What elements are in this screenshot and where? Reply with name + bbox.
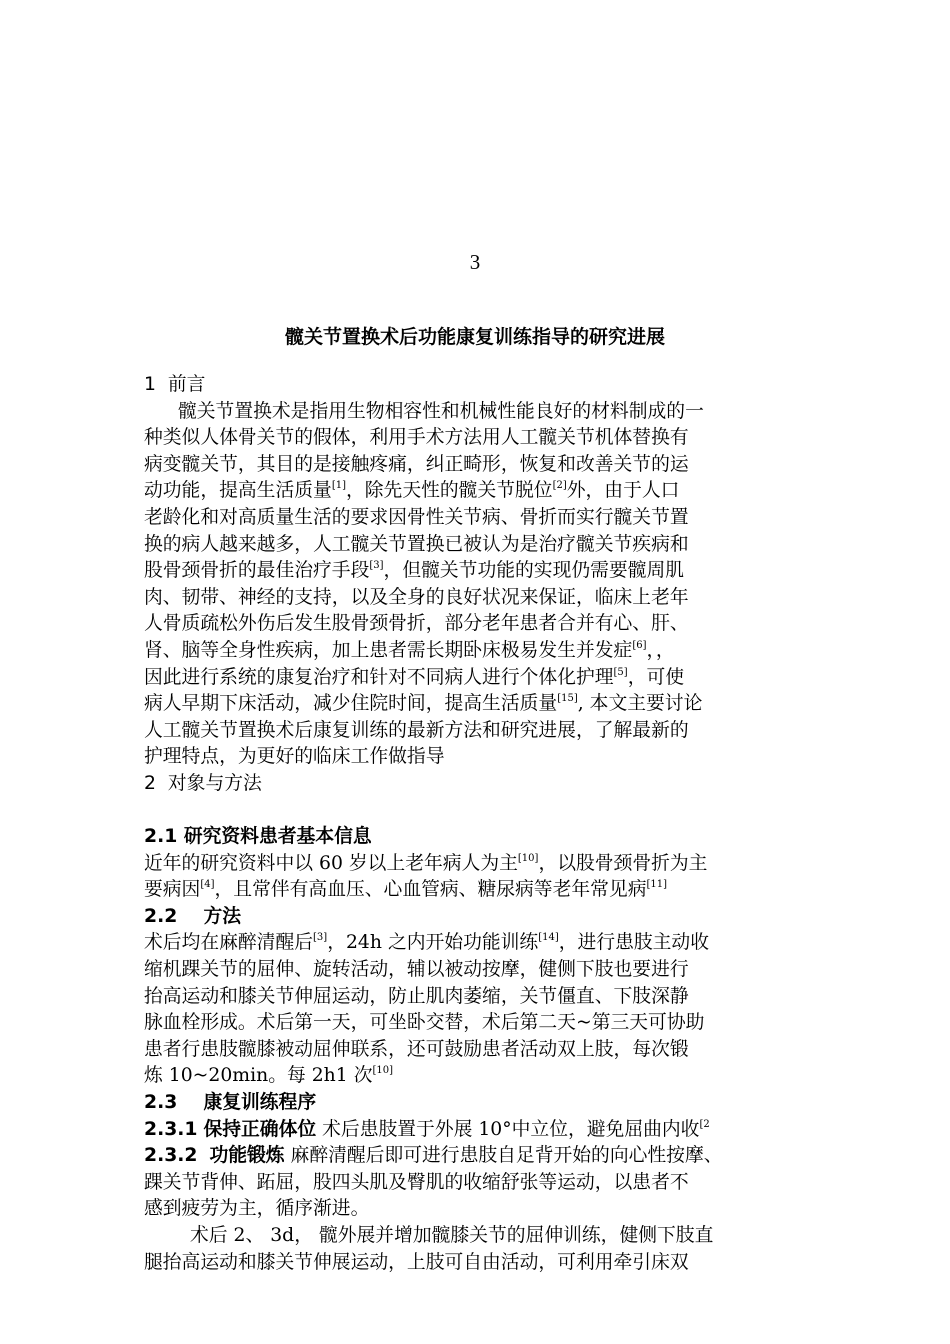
- subsection-2-2-heading: [144, 904, 814, 931]
- document-body: [144, 372, 814, 1276]
- paragraph-line: 抬高运动和膝关节伸屈运动，防止肌肉萎缩，关节僵直、下肢深静: [144, 985, 689, 1007]
- paragraph-line: 患者行患肢髋膝被动屈伸联系，还可鼓励患者活动双上肢，每次锻: [144, 1038, 689, 1060]
- paragraph-line: 动功能，提高生活质量[1]，除先天性的髋关节脱位[2]外，由于人口: [144, 480, 680, 502]
- citation: [11]: [646, 879, 668, 891]
- section-title: 对象与方法: [167, 772, 262, 794]
- paragraph-line: 髋关节置换术是指用生物相容性和机械性能良好的材料制成的一: [178, 400, 704, 422]
- paragraph-line: 人工髋关节置换术后康复训练的最新方法和研究进展，了解最新的: [144, 719, 689, 741]
- citation: [3]: [313, 932, 328, 944]
- citation: [2: [699, 1118, 710, 1130]
- subsection-number: 2.3: [144, 1092, 178, 1114]
- citation: [10]: [517, 852, 539, 864]
- subsection-number: 2.3.1: [144, 1118, 198, 1140]
- paragraph-line: 炼 10~20min。每 2h1 次[10]: [144, 1065, 394, 1087]
- paragraph-line: 病人早期下床活动，减少住院时间，提高生活质量[15], 本文主要讨论: [144, 693, 703, 715]
- citation: [1]: [331, 480, 346, 492]
- page-number: 3: [469, 250, 481, 274]
- citation: [6]: [632, 639, 647, 651]
- subsection-2-1-heading: [144, 824, 814, 851]
- subsection-title: 方法: [203, 905, 241, 927]
- section-number: 2: [144, 772, 156, 794]
- citation: [14]: [538, 932, 559, 944]
- paragraph-line: 术后均在麻醉清醒后[3]，24h 之内开始功能训练[14]，进行患肢主动收: [144, 932, 709, 954]
- subsection-title: 康复训练程序: [203, 1092, 317, 1114]
- subsection-number: 2.3.2: [144, 1145, 198, 1167]
- paragraph-line: 病变髋关节，其目的是接触疼痛，纠正畸形，恢复和改善关节的运: [144, 453, 689, 475]
- section-number: 1: [144, 374, 156, 395]
- paragraph-line: 肾、脑等全身性疾病，加上患者需长期卧床极易发生并发症[6]，，: [144, 639, 675, 661]
- subsection-title: 保持正确体位: [203, 1118, 317, 1140]
- subsection-2-3-2: 2.3.2 功能锻炼 麻醉清醒后即可进行患肢自足背开始的向心性按摩、: [144, 1145, 723, 1167]
- paragraph-line: 人骨质疏松外伤后发生股骨颈骨折，部分老年患者合并有心、肝、: [144, 613, 689, 635]
- subsection-number: 2.2: [144, 905, 178, 927]
- paragraph-line: 腿抬高运动和膝关节伸展运动，上肢可自由活动，可利用牵引床双: [144, 1251, 689, 1273]
- paragraph-line: 脉血栓形成。术后第一天，可坐卧交替，术后第二天~第三天可协助: [144, 1012, 705, 1034]
- paragraph-line: 种类似人体骨关节的假体，利用手术方法用人工髋关节机体替换有: [144, 427, 689, 449]
- paragraph-line: 股骨颈骨折的最佳治疗手段[3]，但髋关节功能的实现仍需要髋周肌: [144, 560, 685, 582]
- subsection-title: 研究资料患者基本信息: [183, 826, 372, 848]
- citation: [3]: [369, 560, 384, 572]
- paragraph-line: 近年的研究资料中以 60 岁以上老年病人为主[10]，以股骨颈骨折为主: [144, 852, 708, 874]
- paragraph-line: 踝关节背伸、跖屈，股四头肌及臀肌的收缩舒张等运动，以患者不: [144, 1171, 689, 1193]
- paragraph-line: 肉、韧带、神经的支持，以及全身的良好状况来保证，临床上老年: [144, 586, 689, 608]
- subsection-2-3-1: 2.3.1 保持正确体位 术后患肢置于外展 10°中立位，避免屈曲内收$^{[2}$: [144, 1118, 710, 1140]
- citation: [2]: [552, 480, 567, 492]
- paragraph-line: 术后 2、 3d， 髋外展并增加髋膝关节的屈伸训练，健侧下肢直: [190, 1225, 714, 1246]
- paragraph-line: 换的病人越来越多，人工髋关节置换已被认为是治疗髋关节疾病和: [144, 533, 689, 555]
- paragraph-line: 要病因[4]，且常伴有高血压、心血管病、糖尿病等老年常见病[11]: [144, 879, 668, 901]
- section-2-heading: [144, 771, 814, 798]
- paragraph-line: 老龄化和对高质量生活的要求因骨性关节病、骨折而实行髋关节置: [144, 506, 689, 528]
- paragraph-line: 护理特点，为更好的临床工作做指导: [144, 746, 445, 768]
- paragraph-line: 缩机踝关节的屈伸、旋转活动，辅以被动按摩，健侧下肢也要进行: [144, 959, 689, 981]
- citation: [5]: [613, 666, 628, 678]
- citation: [10]: [372, 1065, 394, 1077]
- paragraph-line: 因此进行系统的康复治疗和针对不同病人进行个体化护理[5]，可使: [144, 666, 685, 688]
- subsection-2-3-heading: [144, 1090, 814, 1117]
- citation: [4]: [200, 879, 215, 891]
- subsection-number: 2.1: [144, 826, 178, 848]
- paragraph-line: 感到疲劳为主，循序渐进。: [144, 1198, 370, 1220]
- document-title: 髋关节置换术后功能康复训练指导的研究进展: [284, 326, 665, 348]
- section-title: 前言: [167, 374, 206, 395]
- subsection-title: 功能锻炼: [209, 1145, 285, 1167]
- spacer: [144, 798, 814, 825]
- citation: [15]: [557, 693, 578, 705]
- section-1-heading: [144, 372, 814, 399]
